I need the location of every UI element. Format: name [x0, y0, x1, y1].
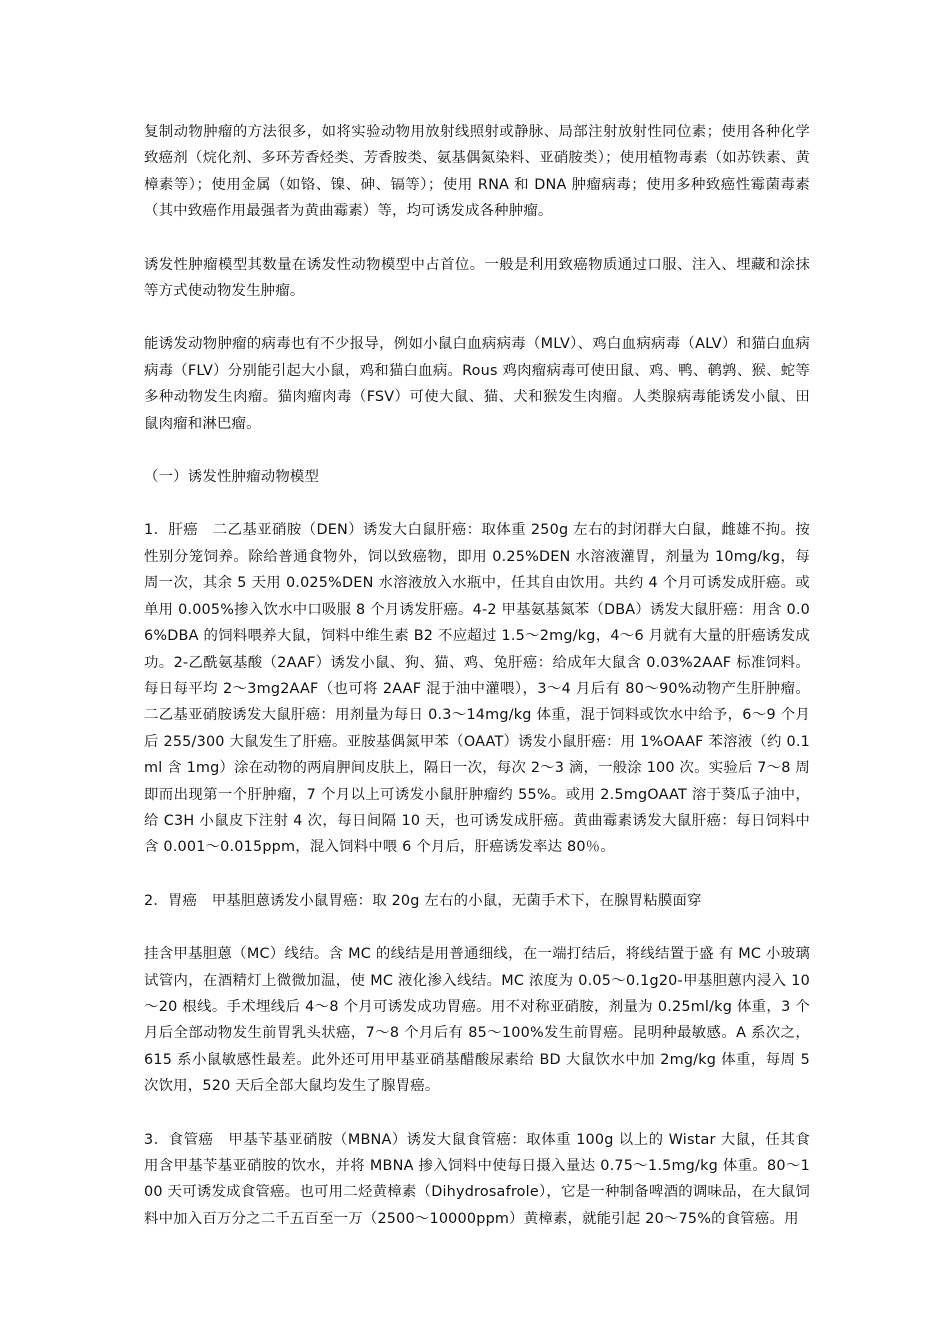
paragraph-esophageal-cancer: 3．食管癌 甲基苄基亚硝胺（MBNA）诱发大鼠食管癌：取体重 100g 以上的 Wistar 大鼠，任其食用含甲基苄基亚硝胺的饮水，并将 MBNA 掺入饲料中使每日摄入量达 0.75～1.5mg/kg 体重。80～100 天可诱发成食管癌。也可用二烃黄樟素（Dihydrosafrole），它是一种制备啤酒的调味品，在大鼠饲料中加入百万分之二千五百至一万（2500～10000ppm）黄樟素，就能引起 20～75%的食管癌。用 — [144, 1131, 810, 1227]
section-heading-induced-models: （一）诱发性肿瘤动物模型 — [144, 469, 320, 486]
paragraph-liver-cancer: 1．肝癌 二乙基亚硝胺（DEN）诱发大白鼠肝癌：取体重 250g 左右的封闭群大白鼠，雌雄不拘。按性别分笼饲养。除给普通食物外，饲以致癌物，即用 0.25%DEN 水溶液灌胃，剂量为 10mg/kg，每周一次，其余 5 天用 0.025%DEN 水溶液放入水瓶中，任其自由饮用。共约 4 个月可诱发成肝癌。或单用 0.005%掺入饮水中口吸服 8 个月诱发肝癌。4-2 甲基氨基氮苯（DBA）诱发大鼠肝癌：用含 0.06%DBA 的饲料喂养大鼠，饲料中维生素 B2 不应超过 1.5～2mg/kg，4～6 月就有大量的肝癌诱发成功。2-乙酰氨基酸（2AAF）诱发小鼠、狗、猫、鸡、兔肝癌：给成年大鼠含 0.03%2AAF 标准饲料。每日每平均 2～3mg2AAF（也可将 2AAF 混于油中灌喂），3～4 月后有 80～90%动物产生肝肿瘤。二乙基亚硝胺诱发大鼠肝癌：用剂量为每日 0.3～14mg/kg 体重，混于饲料或饮水中给予，6～9 个月后 255/300 大鼠发生了肝癌。亚胺基偶氮甲苯（OAAT）诱发小鼠肝癌：用 1%OAAF 苯溶液（约 0.1ml 含 1mg）涂在动物的两肩胛间皮肤上，隔日一次，每次 2～3 滴，一般涂 100 次。实验后 7～8 周即而出现第一个肝肿瘤，7 个月以上可诱发小鼠肝肿瘤约 55%。或用 2.5mgOAAT 溶于葵瓜子油中，给 C3H 小鼠皮下注射 4 次，每日间隔 10 天，也可诱发成肝癌。黄曲霉素诱发大鼠肝癌：每日饲料中含 0.001～0.015ppm，混入饲料中喂 6 个月后，肝癌诱发率达 80％。 — [144, 522, 810, 856]
paragraph-induced-model-overview: 诱发性肿瘤模型其数量在诱发性动物模型中占首位。一般是利用致癌物质通过口服、注入、埋藏和涂抹等方式使动物发生肿瘤。 — [144, 256, 810, 300]
paragraph-tumor-methods: 复制动物肿瘤的方法很多，如将实验动物用放射线照射或静脉、局部注射放射性同位素；使用各种化学致癌剂（烷化剂、多环芳香烃类、芳香胺类、氨基偶氮染料、亚硝胺类）；使用植物毒素（如苏铁素、黄樟素等）；使用金属（如铬、镍、砷、镉等）；使用 RNA 和 DNA 肿瘤病毒；使用多种致癌性霉菌毒素（其中致癌作用最强者为黄曲霉素）等，均可诱发成各种肿瘤。 — [144, 124, 810, 220]
paragraph-tumor-viruses: 能诱发动物肿瘤的病毒也有不少报导，例如小鼠白血病病毒（MLV）、鸡白血病病毒（ALV）和猫白血病病毒（FLV）分别能引起大小鼠，鸡和猫白血病。Rous 鸡肉瘤病毒可使田鼠、鸡、鸭、鹌鹑、猴、蛇等多种动物发生肉瘤。猫肉瘤肉毒（FSV）可使大鼠、猫、犬和猴发生肉瘤。人类腺病毒能诱发小鼠、田鼠肉瘤和淋巴瘤。 — [144, 336, 810, 432]
paragraph-gastric-cancer-intro: 2．胃癌 甲基胆蒽诱发小鼠胃癌：取 20g 左右的小鼠，无菌手术下，在腺胃粘膜面穿 — [144, 892, 702, 909]
paragraph-gastric-cancer-method: 挂含甲基胆蒽（MC）线结。含 MC 的线结是用普通细线，在一端打结后，将线结置于盛 有 MC 小玻璃试管内，在酒精灯上微微加温，使 MC 液化渗入线结。MC 浓度为 0.05～0.1g20-甲基胆蒽内浸入 10～20 根线。手术埋线后 4～8 个月可诱发成功胃癌。用不对称亚硝胺，剂量为 0.25ml/kg 体重，3 个月后全部动物发生前胃乳头状癌，7～8 个月后有 85～100%发生前胃癌。昆明种最敏感。A 系次之，615 系小鼠敏感性最差。此外还可用甲基亚硝基醋酸尿素给 BD 大鼠饮水中加 2mg/kg 体重，每周 5 次饮用，520 天后全部大鼠均发生了腺胃癌。 — [144, 946, 810, 1095]
document-body — [144, 119, 810, 1232]
